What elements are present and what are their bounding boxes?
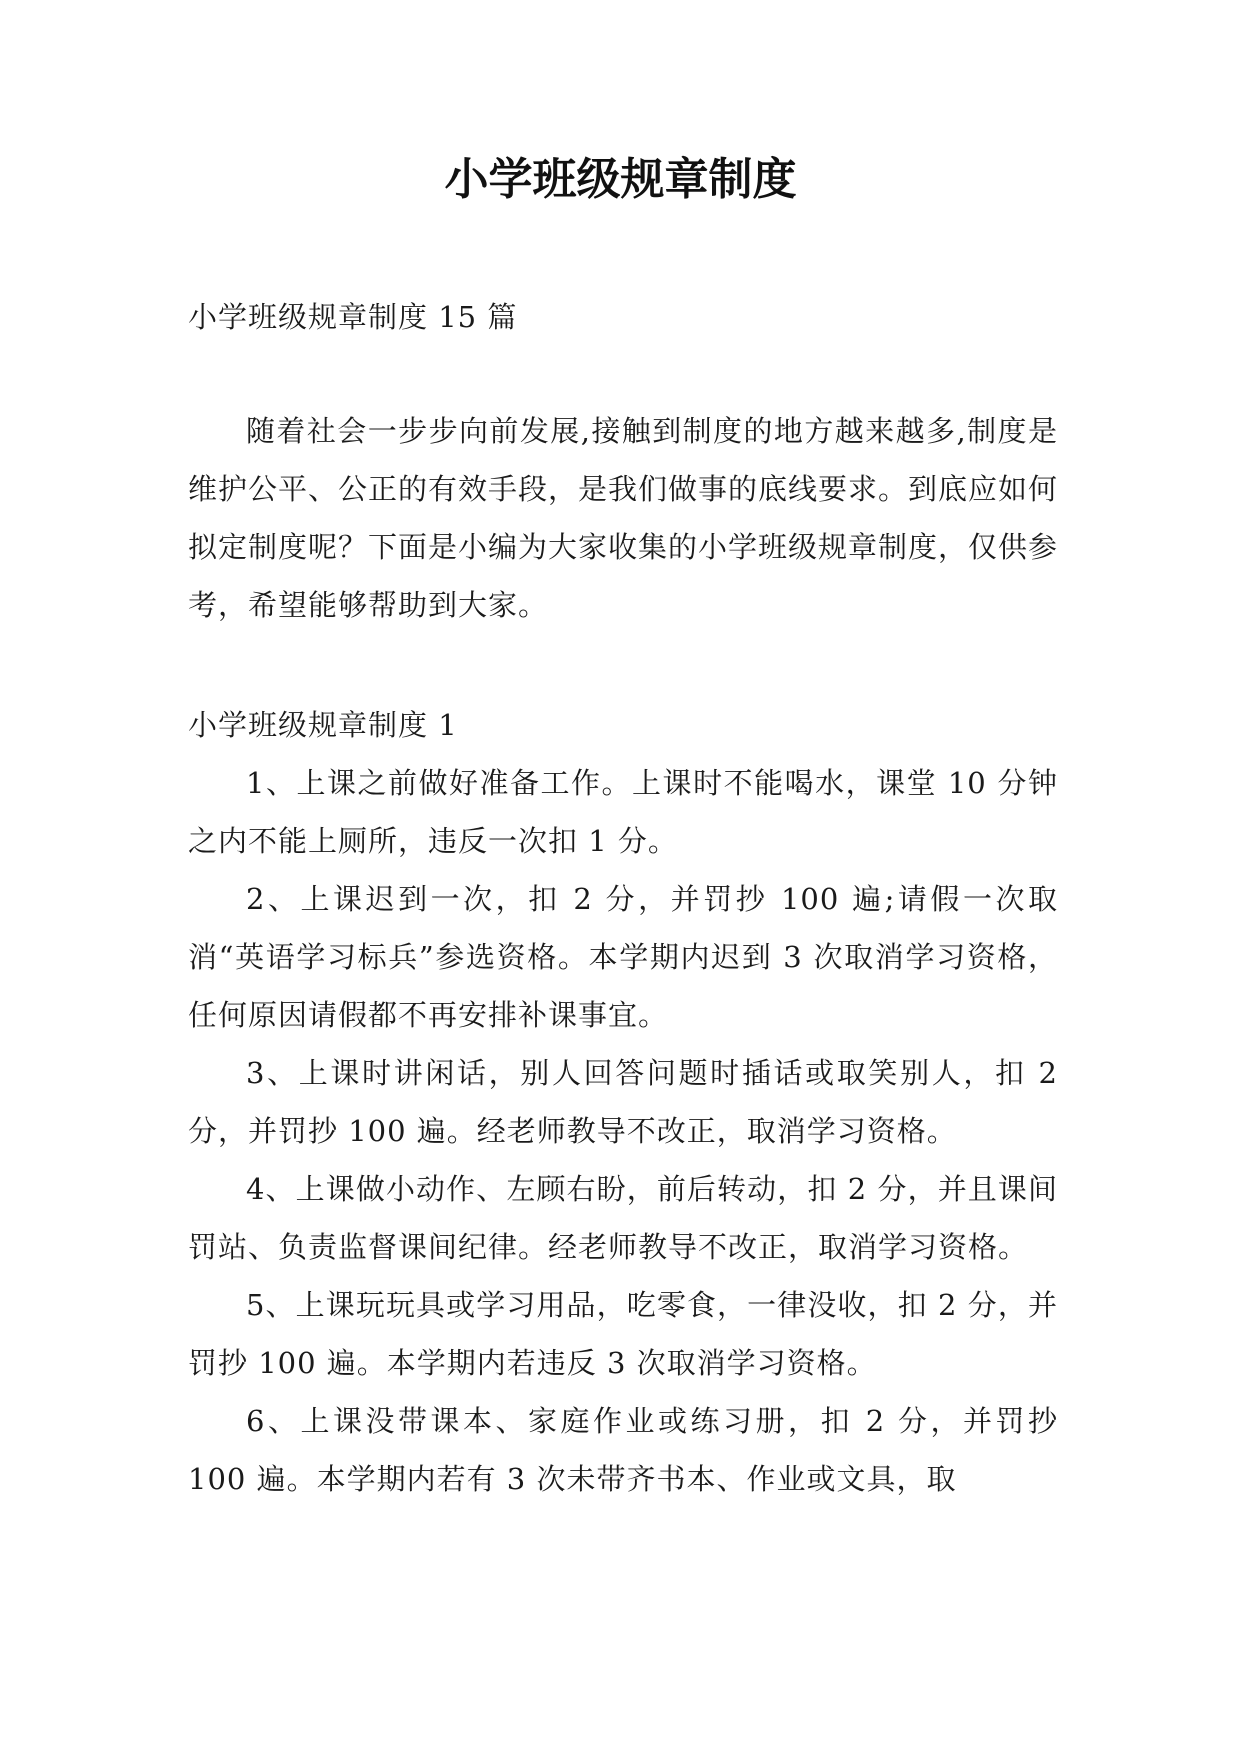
rule-item-6: 6、上课没带课本、家庭作业或练习册，扣 2 分，并罚抄 100 遍。本学期内若有 3 次未带齐书本、作业或文具，取 (188, 1404, 1058, 1496)
rules-list (188, 754, 1058, 1508)
rule-item-3: 3、上课时讲闲话，别人回答问题时插话或取笑别人，扣 2 分，并罚抄 100 遍。经老师教导不改正，取消学习资格。 (188, 1056, 1058, 1148)
document-title: 小学班级规章制度 (444, 154, 797, 205)
document-subtitle: 小学班级规章制度 15 篇 (188, 300, 518, 334)
rule-item-1: 1、上课之前做好准备工作。上课时不能喝水，课堂 10 分钟之内不能上厕所，违反一次扣 1 分。 (188, 766, 1058, 858)
rule-item-4: 4、上课做小动作、左顾右盼，前后转动，扣 2 分，并且课间罚站、负责监督课间纪律。经老师教导不改正，取消学习资格。 (188, 1172, 1058, 1264)
section-heading: 小学班级规章制度 1 (188, 708, 458, 742)
rule-item-5: 5、上课玩玩具或学习用品，吃零食，一律没收，扣 2 分，并罚抄 100 遍。本学期内若违反 3 次取消学习资格。 (188, 1288, 1058, 1380)
rule-item-2: 2、上课迟到一次，扣 2 分，并罚抄 100 遍;请假一次取消“英语学习标兵”参选资格。本学期内迟到 3 次取消学习资格，任何原因请假都不再安排补课事宜。 (188, 882, 1058, 1032)
intro-paragraph: 随着社会一步步向前发展,接触到制度的地方越来越多,制度是维护公平、公正的有效手段，是我们做事的底线要求。到底应如何拟定制度呢？下面是小编为大家收集的小学班级规章制度，仅供参考，希望能够帮助到大家。 (188, 414, 1059, 622)
